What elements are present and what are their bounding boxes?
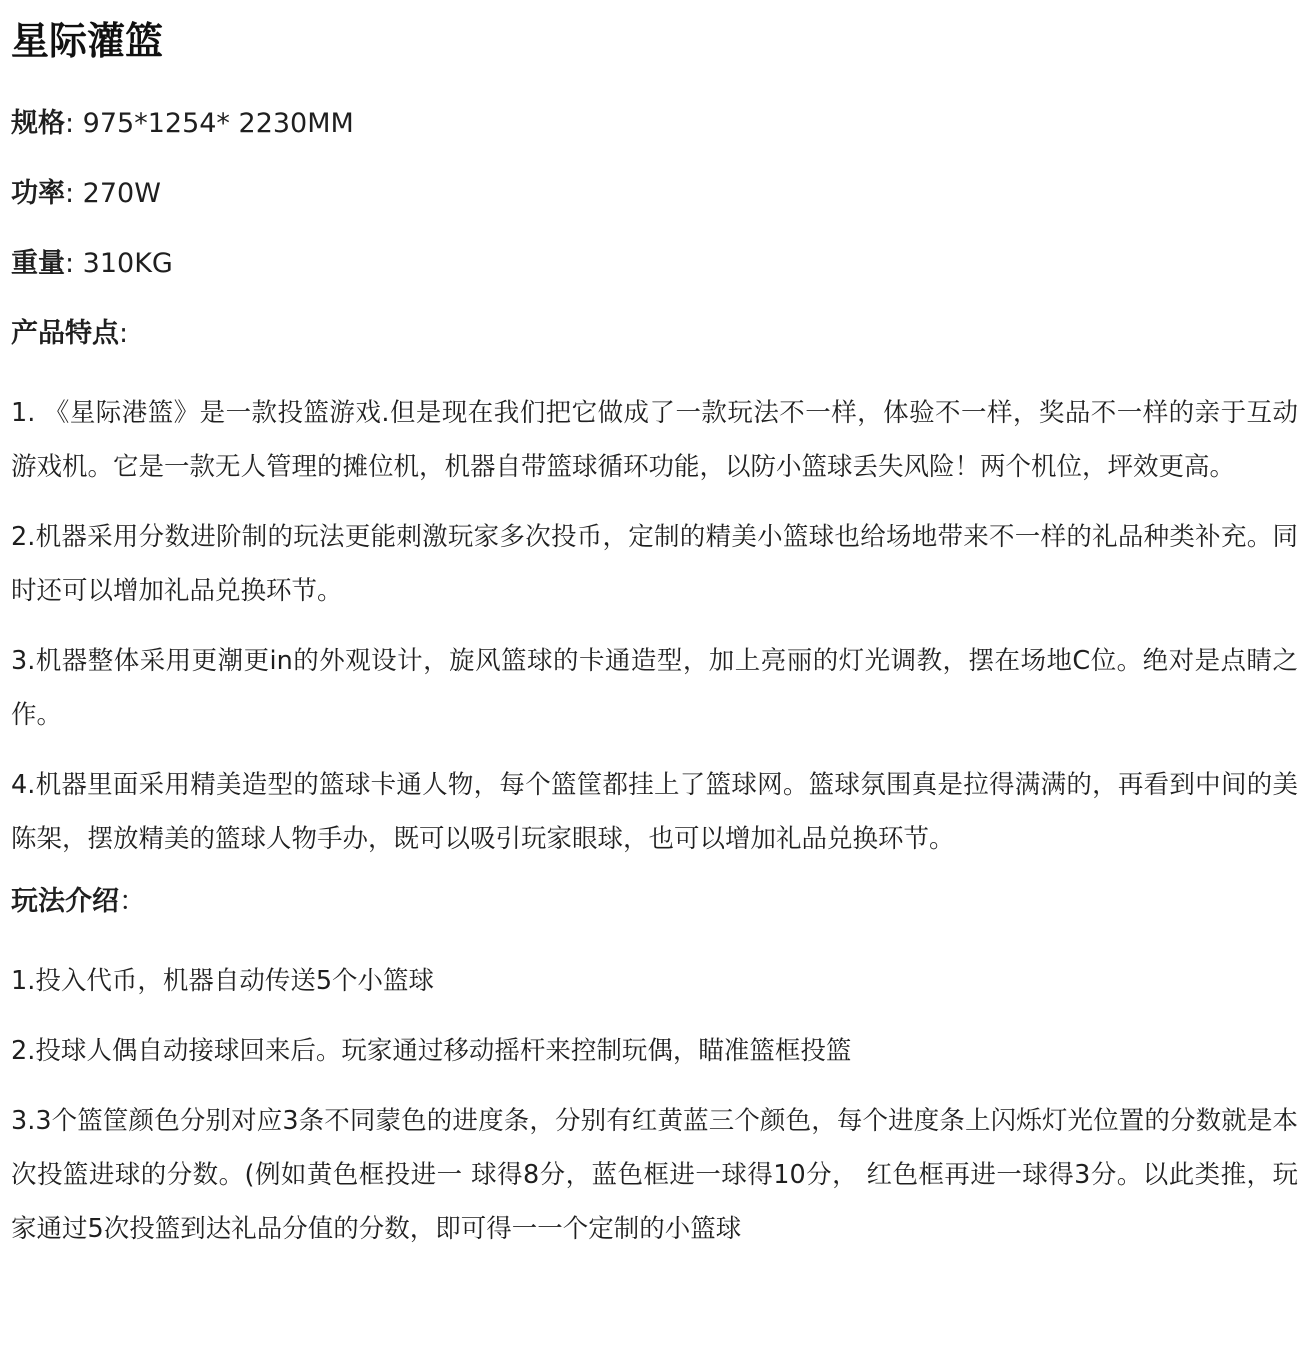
- spec-value: : 975*1254* 2230MM: [65, 108, 354, 139]
- feature-paragraph-4: 4.机器里面采用精美造型的篮球卡通人物，每个篮筐都挂上了篮球网。篮球氛围真是拉得满满的，再看到中间的美陈架，摆放精美的篮球人物手办，既可以吸引玩家眼球，也可以增加礼品兑换环节。: [11, 770, 1298, 854]
- feature-paragraph-2: 2.机器采用分数进阶制的玩法更能刺激玩家多次投币，定制的精美小篮球也给场地带来不一样的礼品种类补充。同时还可以增加礼品兑换环节。: [11, 522, 1298, 606]
- section-heading-label: 玩法介绍: [11, 886, 119, 917]
- section-heading-suffix: :: [119, 318, 129, 349]
- page-title: 星际灌篮: [11, 19, 164, 63]
- spec-label: 功率: [11, 178, 65, 209]
- feature-paragraph-3: 3.机器整体采用更潮更in的外观设计，旋风篮球的卡通造型，加上亮丽的灯光调教，摆在场地C位。绝对是点睛之作。: [11, 646, 1298, 730]
- section-heading-label: 产品特点: [11, 318, 119, 349]
- spec-label: 规格: [11, 108, 65, 139]
- spec-power: [11, 176, 1298, 212]
- spec-weight: [11, 246, 1298, 282]
- features-heading: [11, 316, 1298, 352]
- spec-dimensions: [11, 106, 1298, 142]
- section-heading-suffix: ：: [119, 886, 146, 917]
- spec-value: : 270W: [65, 178, 161, 209]
- gameplay-step-3: 3.3个篮筐颜色分别对应3条不同蒙色的进度条，分别有红黄蓝三个颜色，每个进度条上闪烁灯光位置的分数就是本次投篮进球的分数。(例如黄色框投进一 球得8分，蓝色框进一球得10分， 红色框再进一球得3分。以此类推，玩家通过5次投篮到达礼品分值的分数，即可得一一个定制的小篮球: [11, 1106, 1298, 1244]
- spec-label: 重量: [11, 248, 65, 279]
- gameplay-step-2: 2.投球人偶自动接球回来后。玩家通过移动摇杆来控制玩偶，瞄准篮框投篮: [11, 1036, 852, 1066]
- gameplay-step-1: 1.投入代币，机器自动传送5个小篮球: [11, 966, 435, 996]
- spec-value: : 310KG: [65, 248, 173, 279]
- gameplay-heading: [11, 884, 1298, 920]
- feature-paragraph-1: 1. 《星际港篮》是一款投篮游戏.但是现在我们把它做成了一款玩法不一样，体验不一样，奖品不一样的亲于互动游戏机。它是一款无人管理的摊位机，机器自带篮球循环功能，以防小篮球丢失风险！两个机位，坪效更高。: [11, 398, 1298, 482]
